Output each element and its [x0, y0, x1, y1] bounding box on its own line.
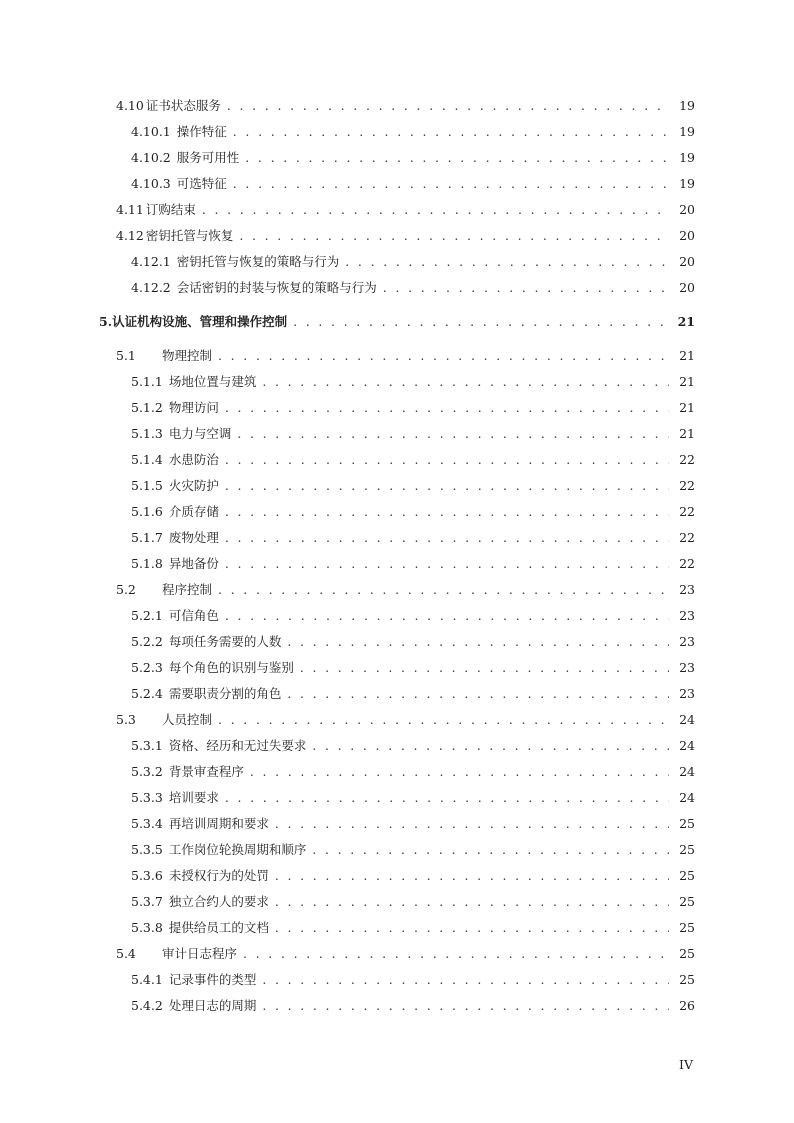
toc-entry-title: 提供给员工的文档 [168, 920, 269, 935]
dot-leader [225, 785, 669, 811]
dot-leader [239, 223, 669, 249]
toc-entry-page-number: 21 [679, 374, 695, 389]
toc-entry-title: 处理日志的周期 [168, 998, 257, 1013]
toc-entry-page-number: 25 [679, 842, 695, 857]
toc-entry-number: 5.1.7 [131, 530, 163, 545]
toc-entry-title: 物理控制 [162, 348, 213, 363]
dot-leader [225, 447, 669, 473]
toc-entry[interactable] [0, 369, 794, 395]
toc-entry-page-number: 21 [677, 314, 695, 329]
toc-entry-number: 5.2.4 [131, 686, 163, 701]
toc-entry[interactable] [0, 837, 794, 863]
toc-entry-number: 5. [99, 314, 113, 329]
toc-entry-title: 培训要求 [168, 790, 219, 805]
toc-entry-number: 4.11 [116, 202, 144, 217]
toc-entry[interactable] [0, 941, 794, 967]
toc-entry-title: 火灾防护 [168, 478, 219, 493]
dot-leader [345, 249, 669, 275]
toc-entry-title: 人员控制 [162, 712, 213, 727]
dot-leader [233, 171, 669, 197]
toc-entry-title: 场地位置与建筑 [168, 374, 257, 389]
page-number-footer: IV [679, 1057, 693, 1072]
dot-leader [225, 525, 669, 551]
toc-entry[interactable] [0, 119, 794, 145]
toc-entry-page-number: 23 [679, 582, 695, 597]
toc-entry[interactable] [0, 733, 794, 759]
dot-leader [233, 119, 669, 145]
toc-entry-title: 资格、经历和无过失要求 [168, 738, 307, 753]
toc-entry-number: 5.3.1 [131, 738, 163, 753]
dot-leader [262, 369, 669, 395]
toc-entry[interactable] [0, 421, 794, 447]
toc-entry-number: 4.10 [116, 98, 144, 113]
dot-leader [383, 275, 669, 301]
toc-entry-title: 可信角色 [168, 608, 219, 623]
dot-leader [293, 309, 669, 335]
toc-entry-number: 5.4.2 [131, 998, 163, 1013]
toc-entry[interactable] [0, 447, 794, 473]
toc-entry-number: 4.12 [116, 228, 144, 243]
toc-entry[interactable] [0, 223, 794, 249]
toc-entry-page-number: 21 [679, 348, 695, 363]
toc-entry-page-number: 20 [679, 228, 695, 243]
dot-leader [202, 197, 669, 223]
toc-entry-page-number: 24 [679, 738, 695, 753]
toc-entry-page-number: 20 [679, 254, 695, 269]
toc-entry-title: 背景审查程序 [168, 764, 244, 779]
dot-leader [225, 551, 669, 577]
toc-entry-number: 4.10.2 [131, 150, 171, 165]
toc-entry-title: 审计日志程序 [162, 946, 238, 961]
toc-entry[interactable] [0, 499, 794, 525]
toc-entry-page-number: 24 [679, 790, 695, 805]
toc-entry-title: 独立合约人的要求 [168, 894, 269, 909]
toc-entry-page-number: 25 [679, 946, 695, 961]
toc-entry-title: 密钥托管与恢复的策略与行为 [176, 254, 340, 269]
toc-entry-title: 认证机构设施、管理和操作控制 [112, 314, 288, 329]
toc-entry[interactable] [0, 551, 794, 577]
toc-entry[interactable] [0, 915, 794, 941]
toc-entry-page-number: 25 [679, 868, 695, 883]
toc-entry-title: 程序控制 [162, 582, 213, 597]
toc-entry-number: 5.2.1 [131, 608, 163, 623]
toc-entry-number: 5.1.5 [131, 478, 163, 493]
toc-entry-page-number: 24 [679, 712, 695, 727]
toc-entry[interactable] [0, 863, 794, 889]
toc-entry[interactable] [0, 707, 794, 733]
toc-entry[interactable] [0, 275, 794, 301]
dot-leader [312, 837, 669, 863]
dot-leader [262, 993, 669, 1019]
toc-entry[interactable] [0, 629, 794, 655]
dot-leader [237, 421, 669, 447]
toc-entry-page-number: 25 [679, 920, 695, 935]
toc-entry-number: 5.3.4 [131, 816, 163, 831]
toc-entry-page-number: 20 [679, 280, 695, 295]
toc-entry-page-number: 23 [679, 634, 695, 649]
toc-entry-title: 水患防治 [168, 452, 219, 467]
toc-entry-number: 5.3.3 [131, 790, 163, 805]
toc-entry-page-number: 22 [679, 504, 695, 519]
toc-entry-title: 订购结束 [145, 202, 196, 217]
dot-leader [245, 145, 669, 171]
toc-entry-page-number: 25 [679, 972, 695, 987]
toc-entry[interactable] [0, 473, 794, 499]
toc-entry-page-number: 21 [679, 400, 695, 415]
toc-entry-page-number: 22 [679, 452, 695, 467]
dot-leader [227, 93, 669, 119]
toc-entry[interactable] [0, 171, 794, 197]
toc-entry-title: 未授权行为的处罚 [168, 868, 269, 883]
toc-entry-page-number: 19 [679, 124, 695, 139]
dot-leader [262, 967, 669, 993]
toc-entry-title: 服务可用性 [176, 150, 240, 165]
toc-entry-number: 5.3.8 [131, 920, 163, 935]
toc-entry-page-number: 23 [679, 660, 695, 675]
toc-entry-number: 5.1.3 [131, 426, 163, 441]
toc-entry-number: 5.3 [116, 712, 136, 727]
toc-entry-number: 5.1.8 [131, 556, 163, 571]
toc-entry-page-number: 19 [679, 98, 695, 113]
toc-entry[interactable] [0, 249, 794, 275]
dot-leader [243, 941, 669, 967]
toc-entry-number: 5.2.2 [131, 634, 163, 649]
toc-entry[interactable] [0, 309, 794, 335]
toc-entry-number: 5.3.5 [131, 842, 163, 857]
toc-entry-number: 5.4.1 [131, 972, 163, 987]
toc-entry[interactable] [0, 993, 794, 1019]
toc-entry-title: 废物处理 [168, 530, 219, 545]
toc-entry[interactable] [0, 197, 794, 223]
toc-entry-page-number: 24 [679, 764, 695, 779]
toc-entry-number: 4.10.1 [131, 124, 171, 139]
toc-entry-number: 4.10.3 [131, 176, 171, 191]
toc-entry-title: 再培训周期和要求 [168, 816, 269, 831]
toc-entry-number: 5.3.7 [131, 894, 163, 909]
dot-leader [287, 629, 669, 655]
toc-entry-number: 5.1 [116, 348, 136, 363]
toc-entry-page-number: 25 [679, 894, 695, 909]
toc-entry-page-number: 22 [679, 556, 695, 571]
toc-entry-title: 需要职责分割的角色 [168, 686, 282, 701]
toc-entry-page-number: 22 [679, 530, 695, 545]
toc-entry-page-number: 23 [679, 686, 695, 701]
toc-entry-number: 5.4 [116, 946, 136, 961]
toc-entry[interactable] [0, 577, 794, 603]
toc-entry-title: 电力与空调 [168, 426, 232, 441]
toc-entry-title: 每个角色的识别与鉴别 [168, 660, 294, 675]
dot-leader [218, 707, 669, 733]
dot-leader [300, 655, 669, 681]
dot-leader [225, 499, 669, 525]
dot-leader [225, 603, 669, 629]
toc-entry-title: 密钥托管与恢复 [145, 228, 234, 243]
toc-entry[interactable] [0, 525, 794, 551]
toc-entry-page-number: 25 [679, 816, 695, 831]
toc-entry-page-number: 19 [679, 150, 695, 165]
dot-leader [225, 473, 669, 499]
toc-entry-page-number: 19 [679, 176, 695, 191]
dot-leader [275, 889, 669, 915]
toc-entry[interactable] [0, 655, 794, 681]
toc-entry-page-number: 26 [679, 998, 695, 1013]
dot-leader [275, 915, 669, 941]
toc-entry-number: 4.12.1 [131, 254, 171, 269]
toc-entry[interactable] [0, 811, 794, 837]
toc-entry-title: 证书状态服务 [145, 98, 221, 113]
toc-entry-title: 记录事件的类型 [168, 972, 257, 987]
dot-leader [275, 811, 669, 837]
dot-leader [218, 577, 669, 603]
toc-entry-title: 可选特征 [176, 176, 227, 191]
dot-leader [275, 863, 669, 889]
toc-entry[interactable] [0, 967, 794, 993]
toc-entry-page-number: 22 [679, 478, 695, 493]
toc-entry-number: 5.2 [116, 582, 136, 597]
toc-entry-number: 5.2.3 [131, 660, 163, 675]
toc-entry[interactable] [0, 145, 794, 171]
toc-entry[interactable] [0, 681, 794, 707]
table-of-contents [0, 93, 794, 1019]
toc-entry-number: 5.3.2 [131, 764, 163, 779]
toc-entry-title: 介质存储 [168, 504, 219, 519]
toc-entry-number: 5.1.6 [131, 504, 163, 519]
toc-entry-page-number: 21 [679, 426, 695, 441]
toc-entry[interactable] [0, 785, 794, 811]
toc-entry-number: 5.3.6 [131, 868, 163, 883]
toc-entry-page-number: 23 [679, 608, 695, 623]
toc-entry-title: 每项任务需要的人数 [168, 634, 282, 649]
toc-entry[interactable] [0, 343, 794, 369]
toc-entry-number: 5.1.2 [131, 400, 163, 415]
toc-entry-page-number: 20 [679, 202, 695, 217]
dot-leader [287, 681, 669, 707]
toc-entry-title: 会话密钥的封装与恢复的策略与行为 [176, 280, 377, 295]
toc-entry[interactable] [0, 759, 794, 785]
toc-entry[interactable] [0, 603, 794, 629]
dot-leader [218, 343, 669, 369]
toc-entry[interactable] [0, 93, 794, 119]
toc-entry-number: 5.1.1 [131, 374, 163, 389]
dot-leader [312, 733, 669, 759]
toc-entry[interactable] [0, 395, 794, 421]
dot-leader [250, 759, 669, 785]
toc-entry-title: 工作岗位轮换周期和顺序 [168, 842, 307, 857]
toc-entry-title: 物理访问 [168, 400, 219, 415]
dot-leader [225, 395, 669, 421]
toc-entry[interactable] [0, 889, 794, 915]
toc-entry-title: 操作特征 [176, 124, 227, 139]
toc-entry-number: 5.1.4 [131, 452, 163, 467]
toc-entry-number: 4.12.2 [131, 280, 171, 295]
toc-entry-title: 异地备份 [168, 556, 219, 571]
